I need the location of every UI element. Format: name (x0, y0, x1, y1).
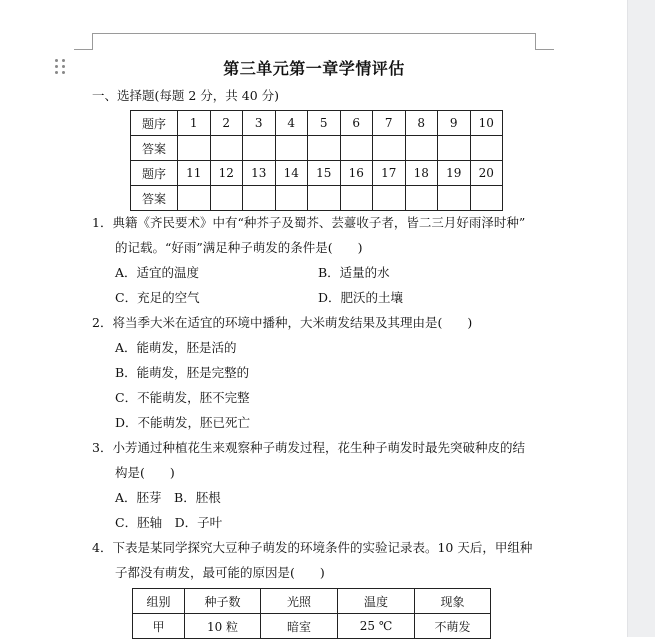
table-cell: 暗室 (261, 614, 338, 639)
q1-option-b: B．适量的水 (318, 265, 390, 280)
answer-cell[interactable] (340, 186, 373, 211)
q3-options-ab: A．胚芽 B．胚根 (115, 490, 221, 505)
column-header: 温度 (338, 589, 415, 614)
question-number: 10 (470, 111, 503, 136)
question-number: 16 (340, 161, 373, 186)
question-number: 17 (373, 161, 406, 186)
column-header: 种子数 (185, 589, 261, 614)
q2-option-b: B．能萌发，胚是完整的 (115, 365, 250, 380)
margin-top-line (92, 33, 535, 34)
answer-cell[interactable] (308, 136, 341, 161)
q4-stem-line2: 子都没有萌发，最可能的原因是( ) (115, 565, 325, 580)
answer-cell[interactable] (210, 136, 243, 161)
q3-stem-line2: 构是( ) (115, 465, 175, 480)
answer-cell[interactable] (275, 186, 308, 211)
q2-stem: 2．将当季大米在适宜的环境中播种，大米萌发结果及其理由是( ) (92, 315, 473, 330)
question-number: 19 (438, 161, 471, 186)
question-number: 3 (243, 111, 276, 136)
question-number: 5 (308, 111, 341, 136)
column-header: 光照 (261, 589, 338, 614)
answer-cell[interactable] (470, 186, 503, 211)
column-header: 组别 (133, 589, 185, 614)
answer-cell[interactable] (178, 186, 211, 211)
margin-corner-top-left (74, 33, 93, 50)
table-row (131, 136, 503, 161)
answer-cell[interactable] (373, 186, 406, 211)
table-row (131, 161, 503, 186)
answer-cell[interactable] (405, 136, 438, 161)
question-number: 2 (210, 111, 243, 136)
question-number: 14 (275, 161, 308, 186)
row-label: 题序 (131, 111, 178, 136)
q3-stem-line1: 3．小芳通过种植花生来观察种子萌发过程，花生种子萌发时最先突破种皮的结 (92, 440, 525, 455)
answer-cell[interactable] (178, 136, 211, 161)
question-number: 1 (178, 111, 211, 136)
answer-cell[interactable] (405, 186, 438, 211)
answer-cell[interactable] (243, 186, 276, 211)
question-number: 11 (178, 161, 211, 186)
table-row (131, 186, 503, 211)
question-number: 18 (405, 161, 438, 186)
question-number: 12 (210, 161, 243, 186)
table-cell: 25 ℃ (338, 614, 415, 639)
experiment-table (132, 588, 491, 639)
answer-cell[interactable] (373, 136, 406, 161)
row-label: 答案 (131, 136, 178, 161)
row-label: 答案 (131, 186, 178, 211)
q3-options-cd: C．胚轴 D．子叶 (115, 515, 223, 530)
q1-stem-line1: 1．典籍《齐民要术》中有“种芥子及蜀芥、芸薹收子者，皆二三月好雨泽时种” (92, 215, 526, 230)
answer-cell[interactable] (308, 186, 341, 211)
answer-cell[interactable] (340, 136, 373, 161)
q1-stem-line2: 的记载。“好雨”满足种子萌发的条件是( ) (115, 240, 363, 255)
question-number: 8 (405, 111, 438, 136)
q1-option-d: D．肥沃的土壤 (318, 290, 404, 305)
table-row (133, 589, 491, 614)
question-number: 13 (243, 161, 276, 186)
answer-cell[interactable] (243, 136, 276, 161)
q1-option-a: A．适宜的温度 (115, 265, 200, 280)
q2-option-c: C．不能萌发，胚不完整 (115, 390, 250, 405)
scrollbar[interactable] (627, 0, 655, 637)
column-header: 现象 (415, 589, 491, 614)
q2-option-d: D．不能萌发，胚已死亡 (115, 415, 251, 430)
answer-cell[interactable] (275, 136, 308, 161)
q2-option-a: A．能萌发，胚是活的 (115, 340, 237, 355)
q4-stem-line1: 4．下表是某同学探究大豆种子萌发的环境条件的实验记录表。10 天后，甲组种 (92, 540, 533, 555)
q1-option-c: C．充足的空气 (115, 290, 200, 305)
answer-table (130, 110, 503, 211)
answer-cell[interactable] (470, 136, 503, 161)
question-number: 4 (275, 111, 308, 136)
margin-corner-top-right (535, 33, 554, 50)
table-row (133, 614, 491, 639)
table-cell: 10 粒 (185, 614, 261, 639)
table-row (131, 111, 503, 136)
section-heading: 一、选择题(每题 2 分，共 40 分) (92, 88, 280, 103)
question-number: 7 (373, 111, 406, 136)
row-label: 题序 (131, 161, 178, 186)
question-number: 20 (470, 161, 503, 186)
question-number: 6 (340, 111, 373, 136)
table-cell: 甲 (133, 614, 185, 639)
answer-cell[interactable] (438, 136, 471, 161)
question-number: 15 (308, 161, 341, 186)
question-number: 9 (438, 111, 471, 136)
answer-cell[interactable] (438, 186, 471, 211)
table-cell: 不萌发 (415, 614, 491, 639)
answer-cell[interactable] (210, 186, 243, 211)
page-title: 第三单元第一章学情评估 (223, 59, 405, 78)
